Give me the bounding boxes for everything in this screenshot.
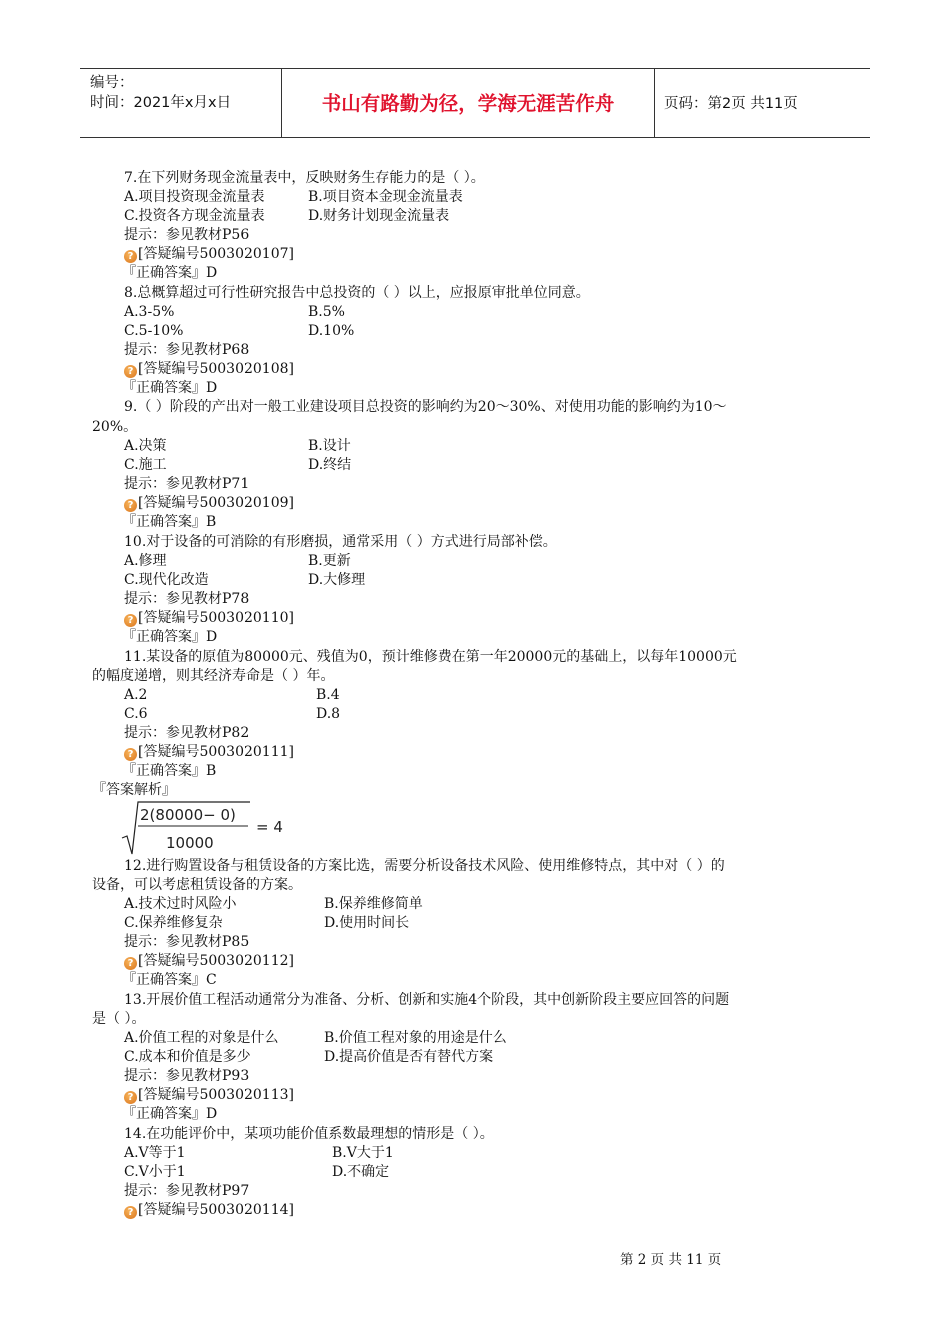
question-mark-icon[interactable]: ? — [124, 250, 137, 263]
correct-answer: 『正确答案』B — [122, 514, 217, 530]
option: C.5-10% — [124, 323, 184, 339]
formula-result: = 4 — [256, 818, 283, 836]
qa-code-row — [124, 609, 294, 628]
question-stem: 13.开展价值工程活动通常分为准备、分析、创新和实施4个阶段，其中创新阶段主要应回答的问题 — [124, 992, 730, 1008]
qa-code-row — [124, 952, 294, 971]
option: C.现代化改造 — [124, 572, 209, 588]
option: A.决策 — [124, 438, 167, 454]
option: D.使用时间长 — [324, 915, 410, 931]
option: C.投资各方现金流量表 — [124, 208, 265, 224]
option: B.5% — [308, 304, 345, 320]
correct-answer: 『正确答案』B — [122, 763, 217, 779]
option: D.大修理 — [308, 572, 366, 588]
correct-answer: 『正确答案』D — [122, 1106, 218, 1122]
option: B.项目资本金现金流量表 — [308, 189, 463, 205]
hint-text: 提示：参见教材P71 — [124, 476, 250, 492]
option: D.财务计划现金流量表 — [308, 208, 450, 224]
answer-analysis-label: 『答案解析』 — [92, 782, 176, 798]
option: C.6 — [124, 706, 148, 722]
question-stem-cont: 是（ ）。 — [92, 1011, 146, 1027]
qa-code-row — [124, 245, 294, 264]
option: B.V大于1 — [332, 1145, 394, 1161]
option: C.施工 — [124, 457, 167, 473]
question-stem: 7.在下列财务现金流量表中，反映财务生存能力的是（ ）。 — [124, 170, 485, 186]
option: B.价值工程对象的用途是什么 — [324, 1030, 507, 1046]
qa-code: [答疑编号5003020107] — [138, 246, 294, 262]
option: D.不确定 — [332, 1164, 390, 1180]
hint-text: 提示：参见教材P68 — [124, 342, 250, 358]
question-stem: 14.在功能评价中，某项功能价值系数最理想的情形是（ ）。 — [124, 1126, 494, 1142]
qa-code: [答疑编号5003020110] — [138, 610, 294, 626]
question-mark-icon[interactable]: ? — [124, 499, 137, 512]
question-mark-icon[interactable]: ? — [124, 1206, 137, 1219]
option: B.更新 — [308, 553, 351, 569]
page-header — [80, 68, 870, 138]
question-stem-cont: 20%。 — [92, 419, 138, 435]
question-stem: 12.进行购置设备与租赁设备的方案比选，需要分析设备技术风险、使用维修特点，其中对（ ）的 — [124, 858, 725, 874]
header-meta — [90, 73, 231, 113]
hint-text: 提示：参见教材P97 — [124, 1183, 250, 1199]
option: B.保养维修简单 — [324, 896, 423, 912]
qa-code-row — [124, 743, 294, 762]
option: C.保养维修复杂 — [124, 915, 223, 931]
question-mark-icon[interactable]: ? — [124, 957, 137, 970]
hint-text: 提示：参见教材P85 — [124, 934, 250, 950]
option: C.V小于1 — [124, 1164, 186, 1180]
question-mark-icon[interactable]: ? — [124, 748, 137, 761]
question-stem: 11.某设备的原值为80000元、残值为0，预计维修费在第一年20000元的基础上，以每年10000元 — [124, 649, 737, 665]
footer-page-number: 第 2 页 共 11 页 — [620, 1252, 722, 1268]
header-divider — [654, 69, 655, 137]
option: A.修理 — [124, 553, 167, 569]
formula-denominator: 10000 — [166, 834, 214, 852]
qa-code-row — [124, 1201, 294, 1220]
question-stem-cont: 的幅度递增，则其经济寿命是（ ）年。 — [92, 668, 335, 684]
hint-text: 提示：参见教材P78 — [124, 591, 250, 607]
option: A.项目投资现金流量表 — [124, 189, 265, 205]
qa-code: [答疑编号5003020109] — [138, 495, 294, 511]
option: A.3-5% — [124, 304, 175, 320]
option: C.成本和价值是多少 — [124, 1049, 251, 1065]
option: B.设计 — [308, 438, 351, 454]
question-mark-icon[interactable]: ? — [124, 614, 137, 627]
qa-code: [答疑编号5003020108] — [138, 361, 294, 377]
header-page-info: 页码：第2页 共11页 — [664, 96, 798, 112]
qa-code: [答疑编号5003020113] — [138, 1087, 294, 1103]
option: D.提高价值是否有替代方案 — [324, 1049, 494, 1065]
question-mark-icon[interactable]: ? — [124, 365, 137, 378]
question-mark-icon[interactable]: ? — [124, 1091, 137, 1104]
qa-code-row — [124, 1086, 294, 1105]
hint-text: 提示：参见教材P93 — [124, 1068, 250, 1084]
question-stem: 9.（ ）阶段的产出对一般工业建设项目总投资的影响约为20～30%、对使用功能的影响约为10～ — [124, 399, 727, 415]
correct-answer: 『正确答案』D — [122, 629, 218, 645]
correct-answer: 『正确答案』C — [122, 972, 217, 988]
option: D.终结 — [308, 457, 352, 473]
option: D.8 — [316, 706, 341, 722]
doc-number-label: 编号： — [90, 75, 134, 91]
qa-code-row — [124, 494, 294, 513]
hint-text: 提示：参见教材P82 — [124, 725, 250, 741]
qa-code: [答疑编号5003020111] — [138, 744, 294, 760]
header-motto: 书山有路勤为径，学海无涯苦作舟 — [321, 92, 615, 115]
option: A.V等于1 — [124, 1145, 186, 1161]
option: D.10% — [308, 323, 355, 339]
option: A.技术过时风险小 — [124, 896, 237, 912]
hint-text: 提示：参见教材P56 — [124, 227, 250, 243]
formula-numerator: 2(80000− 0) — [140, 806, 236, 824]
qa-code-row — [124, 360, 294, 379]
option: A.价值工程的对象是什么 — [124, 1030, 279, 1046]
correct-answer: 『正确答案』D — [122, 380, 218, 396]
economic-life-formula — [118, 796, 318, 856]
question-stem: 8.总概算超过可行性研究报告中总投资的（ ）以上，应报原审批单位同意。 — [124, 285, 590, 301]
option: B.4 — [316, 687, 340, 703]
doc-date-label: 时间：2021年x月x日 — [90, 95, 232, 111]
qa-code: [答疑编号5003020112] — [138, 953, 294, 969]
correct-answer: 『正确答案』D — [122, 265, 218, 281]
question-stem-cont: 设备，可以考虑租赁设备的方案。 — [92, 877, 302, 893]
qa-code: [答疑编号5003020114] — [138, 1202, 294, 1218]
option: A.2 — [124, 687, 148, 703]
question-stem: 10.对于设备的可消除的有形磨损，通常采用（ ）方式进行局部补偿。 — [124, 534, 557, 550]
